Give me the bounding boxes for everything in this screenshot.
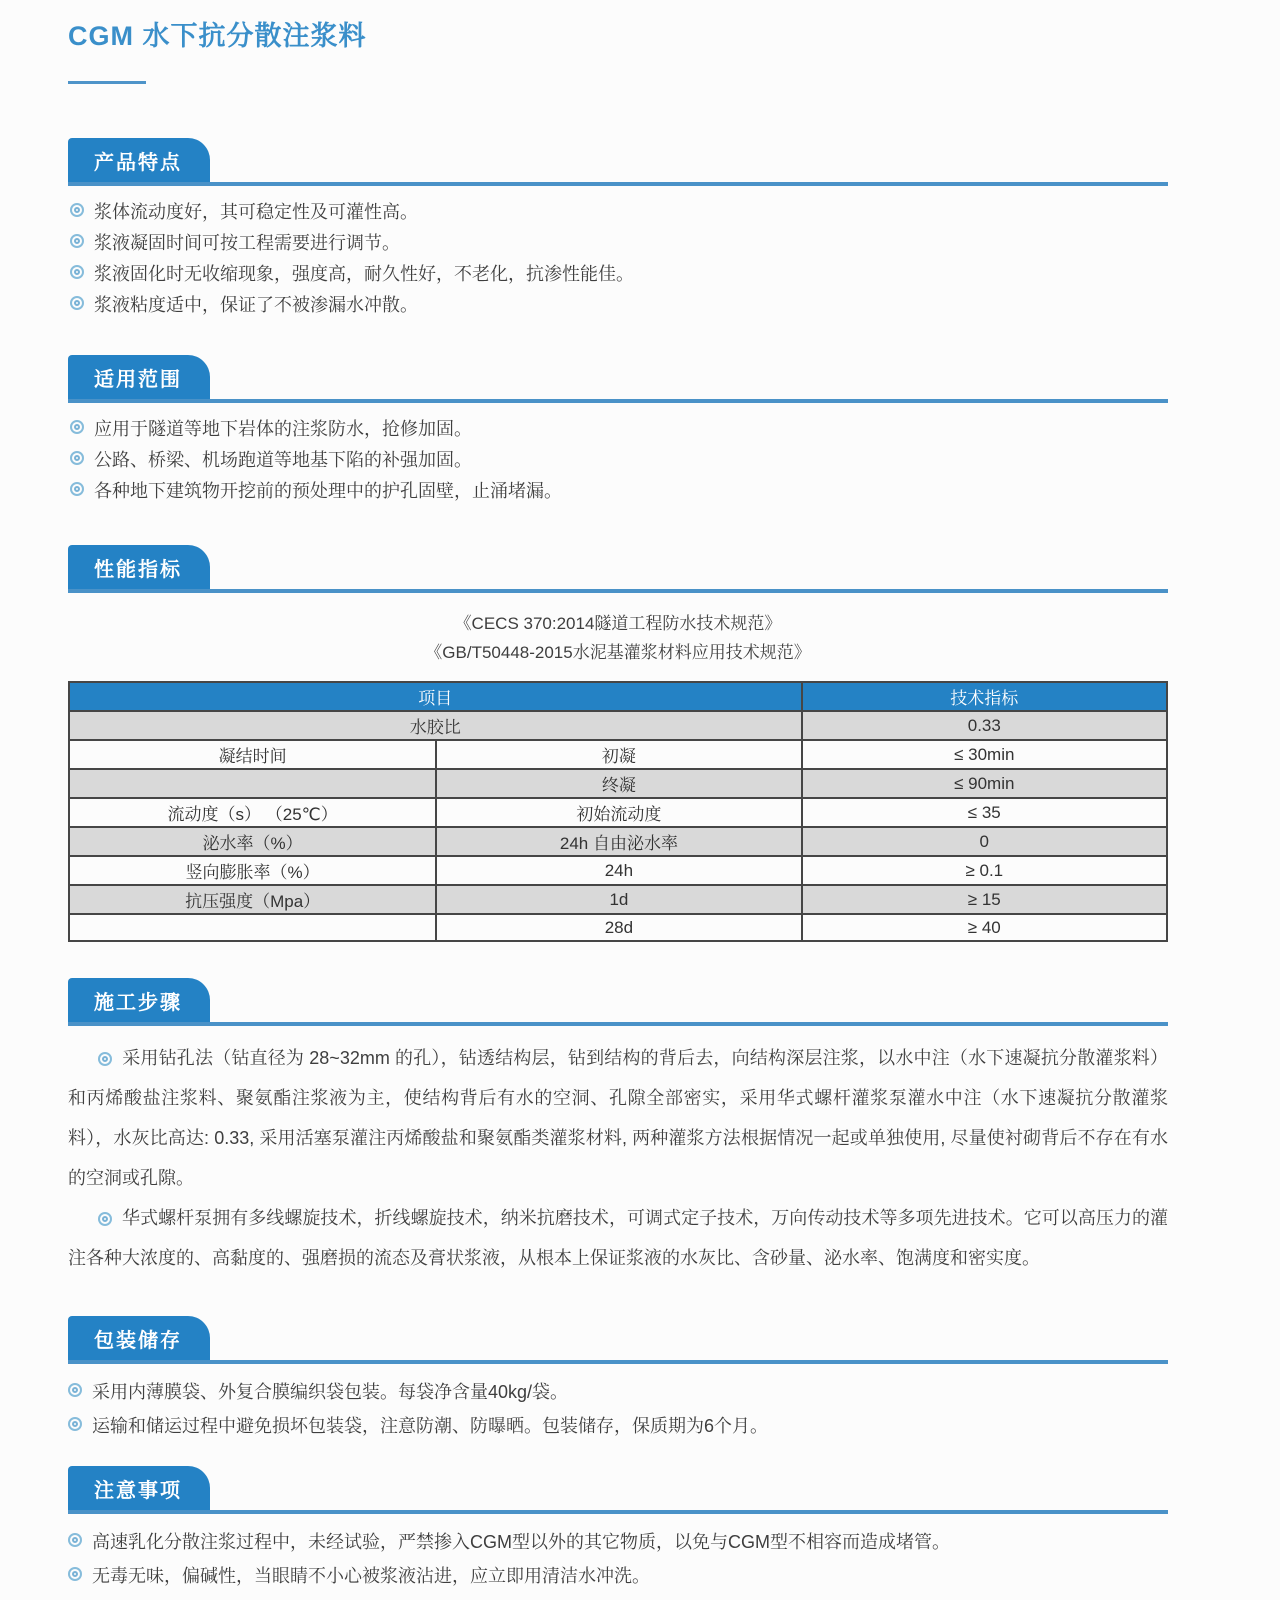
list-item xyxy=(68,295,1168,315)
paragraph-text: 采用钻孔法（钻直径为 28~32mm 的孔），钻透结构层，钻到结构的背后去，向结构深层注浆，以水中注（水下速凝抗分散灌浆料）和丙烯酸盐注浆料、聚氨酯注浆液为主，使结构背后有水的空洞、孔隙全部密实，采用华式螺杆灌浆泵灌水中注（水下速凝抗分散灌浆料），水灰比高达: 0.33, 采用活塞泵灌注丙烯酸盐和聚氨酯类灌浆材料, 两种灌浆方法根据情况一起或单独使用, 尽量使衬砌背后不存在有水的空洞或孔隙。 xyxy=(68,1048,1168,1188)
table-cell: 28d xyxy=(436,914,801,941)
table-cell: 泌水率（%） xyxy=(69,827,436,856)
section-header-construction xyxy=(68,978,1168,1026)
table-row xyxy=(69,914,1167,941)
table-cell: 1d xyxy=(436,885,801,914)
table-header-row xyxy=(69,682,1167,711)
section-header-precautions xyxy=(68,1466,1168,1514)
list-item xyxy=(68,450,1168,470)
table-cell: 水胶比 xyxy=(69,711,802,740)
standard-reference: 《CECS 370:2014隧道工程防水技术规范》 xyxy=(454,614,782,633)
section-header-performance xyxy=(68,545,1168,593)
table-cell: 抗压强度（Mpa） xyxy=(69,885,436,914)
table-cell: 凝结时间 xyxy=(69,740,436,769)
table-cell: 竖向膨胀率（%） xyxy=(69,856,436,885)
bullet-text: 公路、桥梁、机场跑道等地基下陷的补强加固。 xyxy=(94,450,472,470)
table-row xyxy=(69,798,1167,827)
construction-paragraphs xyxy=(68,1038,1168,1278)
double-circle-bullet-icon xyxy=(98,1052,112,1066)
packaging-list xyxy=(68,1382,1168,1436)
table-cell: 0.33 xyxy=(802,711,1167,740)
section-precautions xyxy=(68,1466,1168,1586)
double-circle-bullet-icon xyxy=(70,482,84,496)
section-tab-precautions: 注意事项 xyxy=(68,1466,210,1510)
paragraph xyxy=(68,1038,1168,1198)
section-rule xyxy=(68,399,1168,403)
section-header-features xyxy=(68,138,1168,186)
section-scope xyxy=(68,355,1168,501)
double-circle-bullet-icon xyxy=(68,1567,82,1581)
bullet-text: 采用内薄膜袋、外复合膜编织袋包装。每袋净含量40kg/袋。 xyxy=(92,1382,569,1402)
double-circle-bullet-icon xyxy=(70,203,84,217)
section-features xyxy=(68,138,1168,315)
list-item xyxy=(68,1532,1168,1552)
table-cell: ≤ 35 xyxy=(802,798,1167,827)
table-cell: ≤ 30min xyxy=(802,740,1167,769)
bullet-text: 浆液粘度适中，保证了不被渗漏水冲散。 xyxy=(94,295,418,315)
section-performance xyxy=(68,545,1168,942)
section-tab-packaging: 包装储存 xyxy=(68,1316,210,1360)
bullet-text: 各种地下建筑物开挖前的预处理中的护孔固壁，止涌堵漏。 xyxy=(94,481,562,501)
section-rule xyxy=(68,1510,1168,1514)
table-cell: 0 xyxy=(802,827,1167,856)
section-rule xyxy=(68,1022,1168,1026)
bullet-text: 无毒无味，偏碱性，当眼睛不小心被浆液沾进，应立即用清洁水冲洗。 xyxy=(92,1566,650,1586)
bullet-text: 运输和储运过程中避免损坏包装袋，注意防潮、防曝晒。包装储存，保质期为6个月。 xyxy=(92,1416,769,1436)
table-cell: 初凝 xyxy=(436,740,801,769)
list-item xyxy=(68,1566,1168,1586)
section-packaging-storage xyxy=(68,1316,1168,1436)
table-cell: 24h xyxy=(436,856,801,885)
double-circle-bullet-icon xyxy=(68,1383,82,1397)
list-item xyxy=(68,1416,1168,1436)
section-tab-scope: 适用范围 xyxy=(68,355,210,399)
list-item xyxy=(68,481,1168,501)
list-item xyxy=(68,264,1168,284)
section-header-scope xyxy=(68,355,1168,403)
standard-reference: 《GB/T50448-2015水泥基灌浆材料应用技术规范》 xyxy=(425,643,811,662)
table-cell: 流动度（s） （25℃） xyxy=(69,798,436,827)
paragraph-text: 华式螺杆泵拥有多线螺旋技术，折线螺旋技术，纳米抗磨技术，可调式定子技术，万向传动技术等多项先进技术。它可以高压力的灌注各种大浓度的、高黏度的、强磨损的流态及膏状浆液，从根本上保证浆液的水灰比、含砂量、泌水率、饱满度和密实度。 xyxy=(68,1208,1168,1268)
list-item xyxy=(68,202,1168,222)
table-cell: 终凝 xyxy=(436,769,801,798)
list-item xyxy=(68,419,1168,439)
table-cell: ≤ 90min xyxy=(802,769,1167,798)
section-tab-features: 产品特点 xyxy=(68,138,210,182)
section-rule xyxy=(68,589,1168,593)
scope-list xyxy=(68,419,1168,501)
page-content xyxy=(68,0,1168,1586)
double-circle-bullet-icon xyxy=(68,1417,82,1431)
table-cell: ≥ 40 xyxy=(802,914,1167,941)
performance-table xyxy=(68,681,1168,942)
table-cell: 初始流动度 xyxy=(436,798,801,827)
double-circle-bullet-icon xyxy=(98,1212,112,1226)
bullet-text: 浆液凝固时间可按工程需要进行调节。 xyxy=(94,233,400,253)
title-underline xyxy=(68,81,146,84)
standards-references xyxy=(68,609,1168,667)
section-tab-construction: 施工步骤 xyxy=(68,978,210,1022)
precautions-list xyxy=(68,1532,1168,1586)
table-row xyxy=(69,856,1167,885)
table-cell xyxy=(69,769,436,798)
table-row xyxy=(69,885,1167,914)
table-row xyxy=(69,740,1167,769)
table-row xyxy=(69,711,1167,740)
double-circle-bullet-icon xyxy=(70,234,84,248)
double-circle-bullet-icon xyxy=(70,420,84,434)
table-header-item: 项目 xyxy=(69,682,802,711)
bullet-text: 高速乳化分散注浆过程中，未经试验，严禁掺入CGM型以外的其它物质，以免与CGM型不相容而造成堵管。 xyxy=(92,1532,950,1552)
paragraph xyxy=(68,1198,1168,1278)
table-cell: ≥ 15 xyxy=(802,885,1167,914)
section-rule xyxy=(68,182,1168,186)
double-circle-bullet-icon xyxy=(70,265,84,279)
double-circle-bullet-icon xyxy=(68,1533,82,1547)
section-tab-performance: 性能指标 xyxy=(68,545,210,589)
section-header-packaging xyxy=(68,1316,1168,1364)
list-item xyxy=(68,1382,1168,1402)
table-cell: 24h 自由泌水率 xyxy=(436,827,801,856)
table-row xyxy=(69,769,1167,798)
table-row xyxy=(69,827,1167,856)
table-header-spec: 技术指标 xyxy=(802,682,1167,711)
features-list xyxy=(68,202,1168,315)
table-cell xyxy=(69,914,436,941)
double-circle-bullet-icon xyxy=(70,296,84,310)
section-construction-steps xyxy=(68,978,1168,1278)
table-cell: ≥ 0.1 xyxy=(802,856,1167,885)
page-title: CGM 水下抗分散注浆料 xyxy=(68,21,367,51)
section-rule xyxy=(68,1360,1168,1364)
bullet-text: 浆液固化时无收缩现象，强度高，耐久性好，不老化，抗渗性能佳。 xyxy=(94,264,634,284)
bullet-text: 应用于隧道等地下岩体的注浆防水，抢修加固。 xyxy=(94,419,472,439)
list-item xyxy=(68,233,1168,253)
bullet-text: 浆体流动度好，其可稳定性及可灌性高。 xyxy=(94,202,418,222)
double-circle-bullet-icon xyxy=(70,451,84,465)
